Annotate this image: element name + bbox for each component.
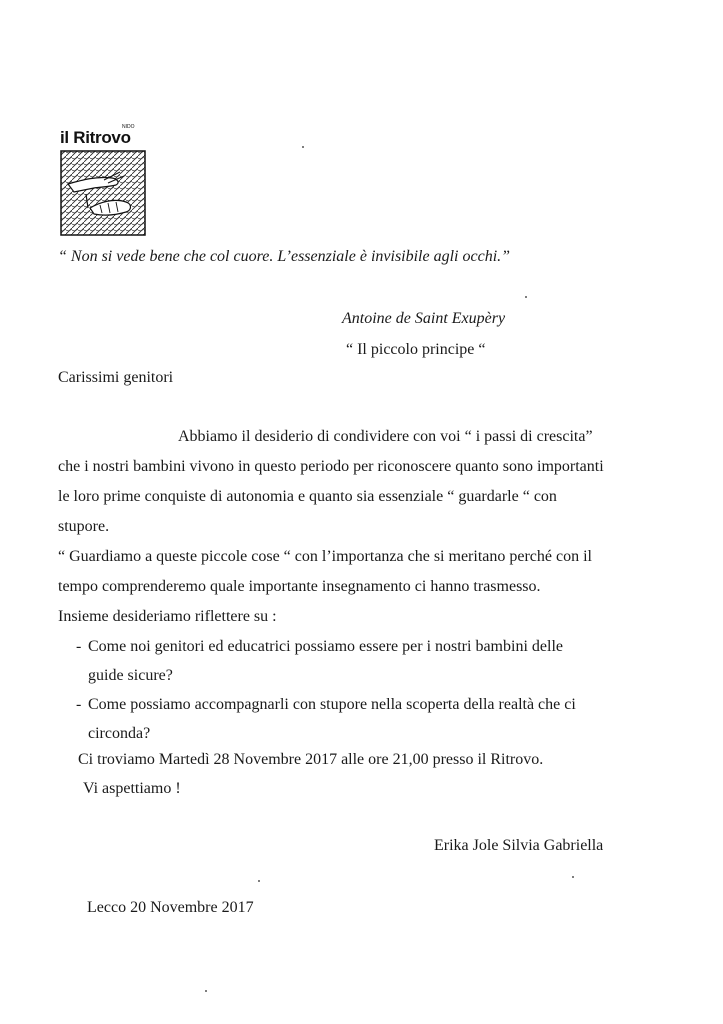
body-line: Abbiamo il desiderio di condividere con voi “ i passi di crescita” — [178, 428, 593, 445]
list-dash: - — [76, 696, 82, 713]
list-item — [58, 632, 650, 690]
body-line: tempo comprenderemo quale importante insegnamento ci hanno trasmesso. — [58, 578, 541, 595]
body-line: le loro prime conquiste di autonomia e quanto sia essenziale “ guardarle “ con — [58, 488, 557, 505]
list-item — [58, 690, 650, 748]
hands-logo-icon — [60, 150, 146, 236]
list-dash: - — [76, 638, 82, 655]
quote-author: Antoine de Saint Exupèry — [342, 310, 506, 327]
signature: Erika Jole Silvia Gabriella — [434, 837, 604, 854]
list-item-text: Come noi genitori ed educatrici possiamo essere per i nostri bambini delle — [88, 638, 563, 655]
body-line: che i nostri bambini vivono in questo periodo per riconoscere quanto sono importanti — [58, 458, 604, 475]
scan-speck — [525, 296, 527, 298]
list-item-text: circonda? — [88, 725, 151, 742]
body-line: Insieme desideriamo riflettere su : — [58, 608, 277, 625]
place-date: Lecco 20 Novembre 2017 — [87, 899, 254, 916]
logo-small-label: NIDO — [122, 124, 135, 130]
letter-body — [58, 422, 650, 632]
list-item-text: guide sicure? — [88, 667, 173, 684]
greeting: Carissimi genitori — [58, 369, 174, 386]
body-line: “ Guardiamo a queste piccole cose “ con l’importanza che si meritano perché con il — [58, 548, 592, 565]
scan-speck — [205, 990, 207, 992]
scan-speck — [302, 146, 304, 148]
closing-line: Vi aspettiamo ! — [83, 780, 181, 797]
reflection-questions — [58, 632, 650, 748]
body-line: stupore. — [58, 518, 110, 535]
scan-speck — [258, 880, 260, 882]
list-item-text: Come possiamo accompagnarli con stupore nella scoperta della realtà che ci — [88, 696, 576, 713]
opening-quote: “ Non si vede bene che col cuore. L’essenziale è invisibile agli occhi.” — [58, 248, 511, 265]
scan-speck — [572, 876, 574, 878]
il-ritrovo-logo — [60, 124, 148, 238]
quote-book-title: “ Il piccolo principe “ — [346, 341, 486, 358]
meeting-info: Ci troviamo Martedì 28 Novembre 2017 alle ore 21,00 presso il Ritrovo. — [78, 751, 544, 768]
logo-title: il Ritrovo — [60, 128, 131, 147]
